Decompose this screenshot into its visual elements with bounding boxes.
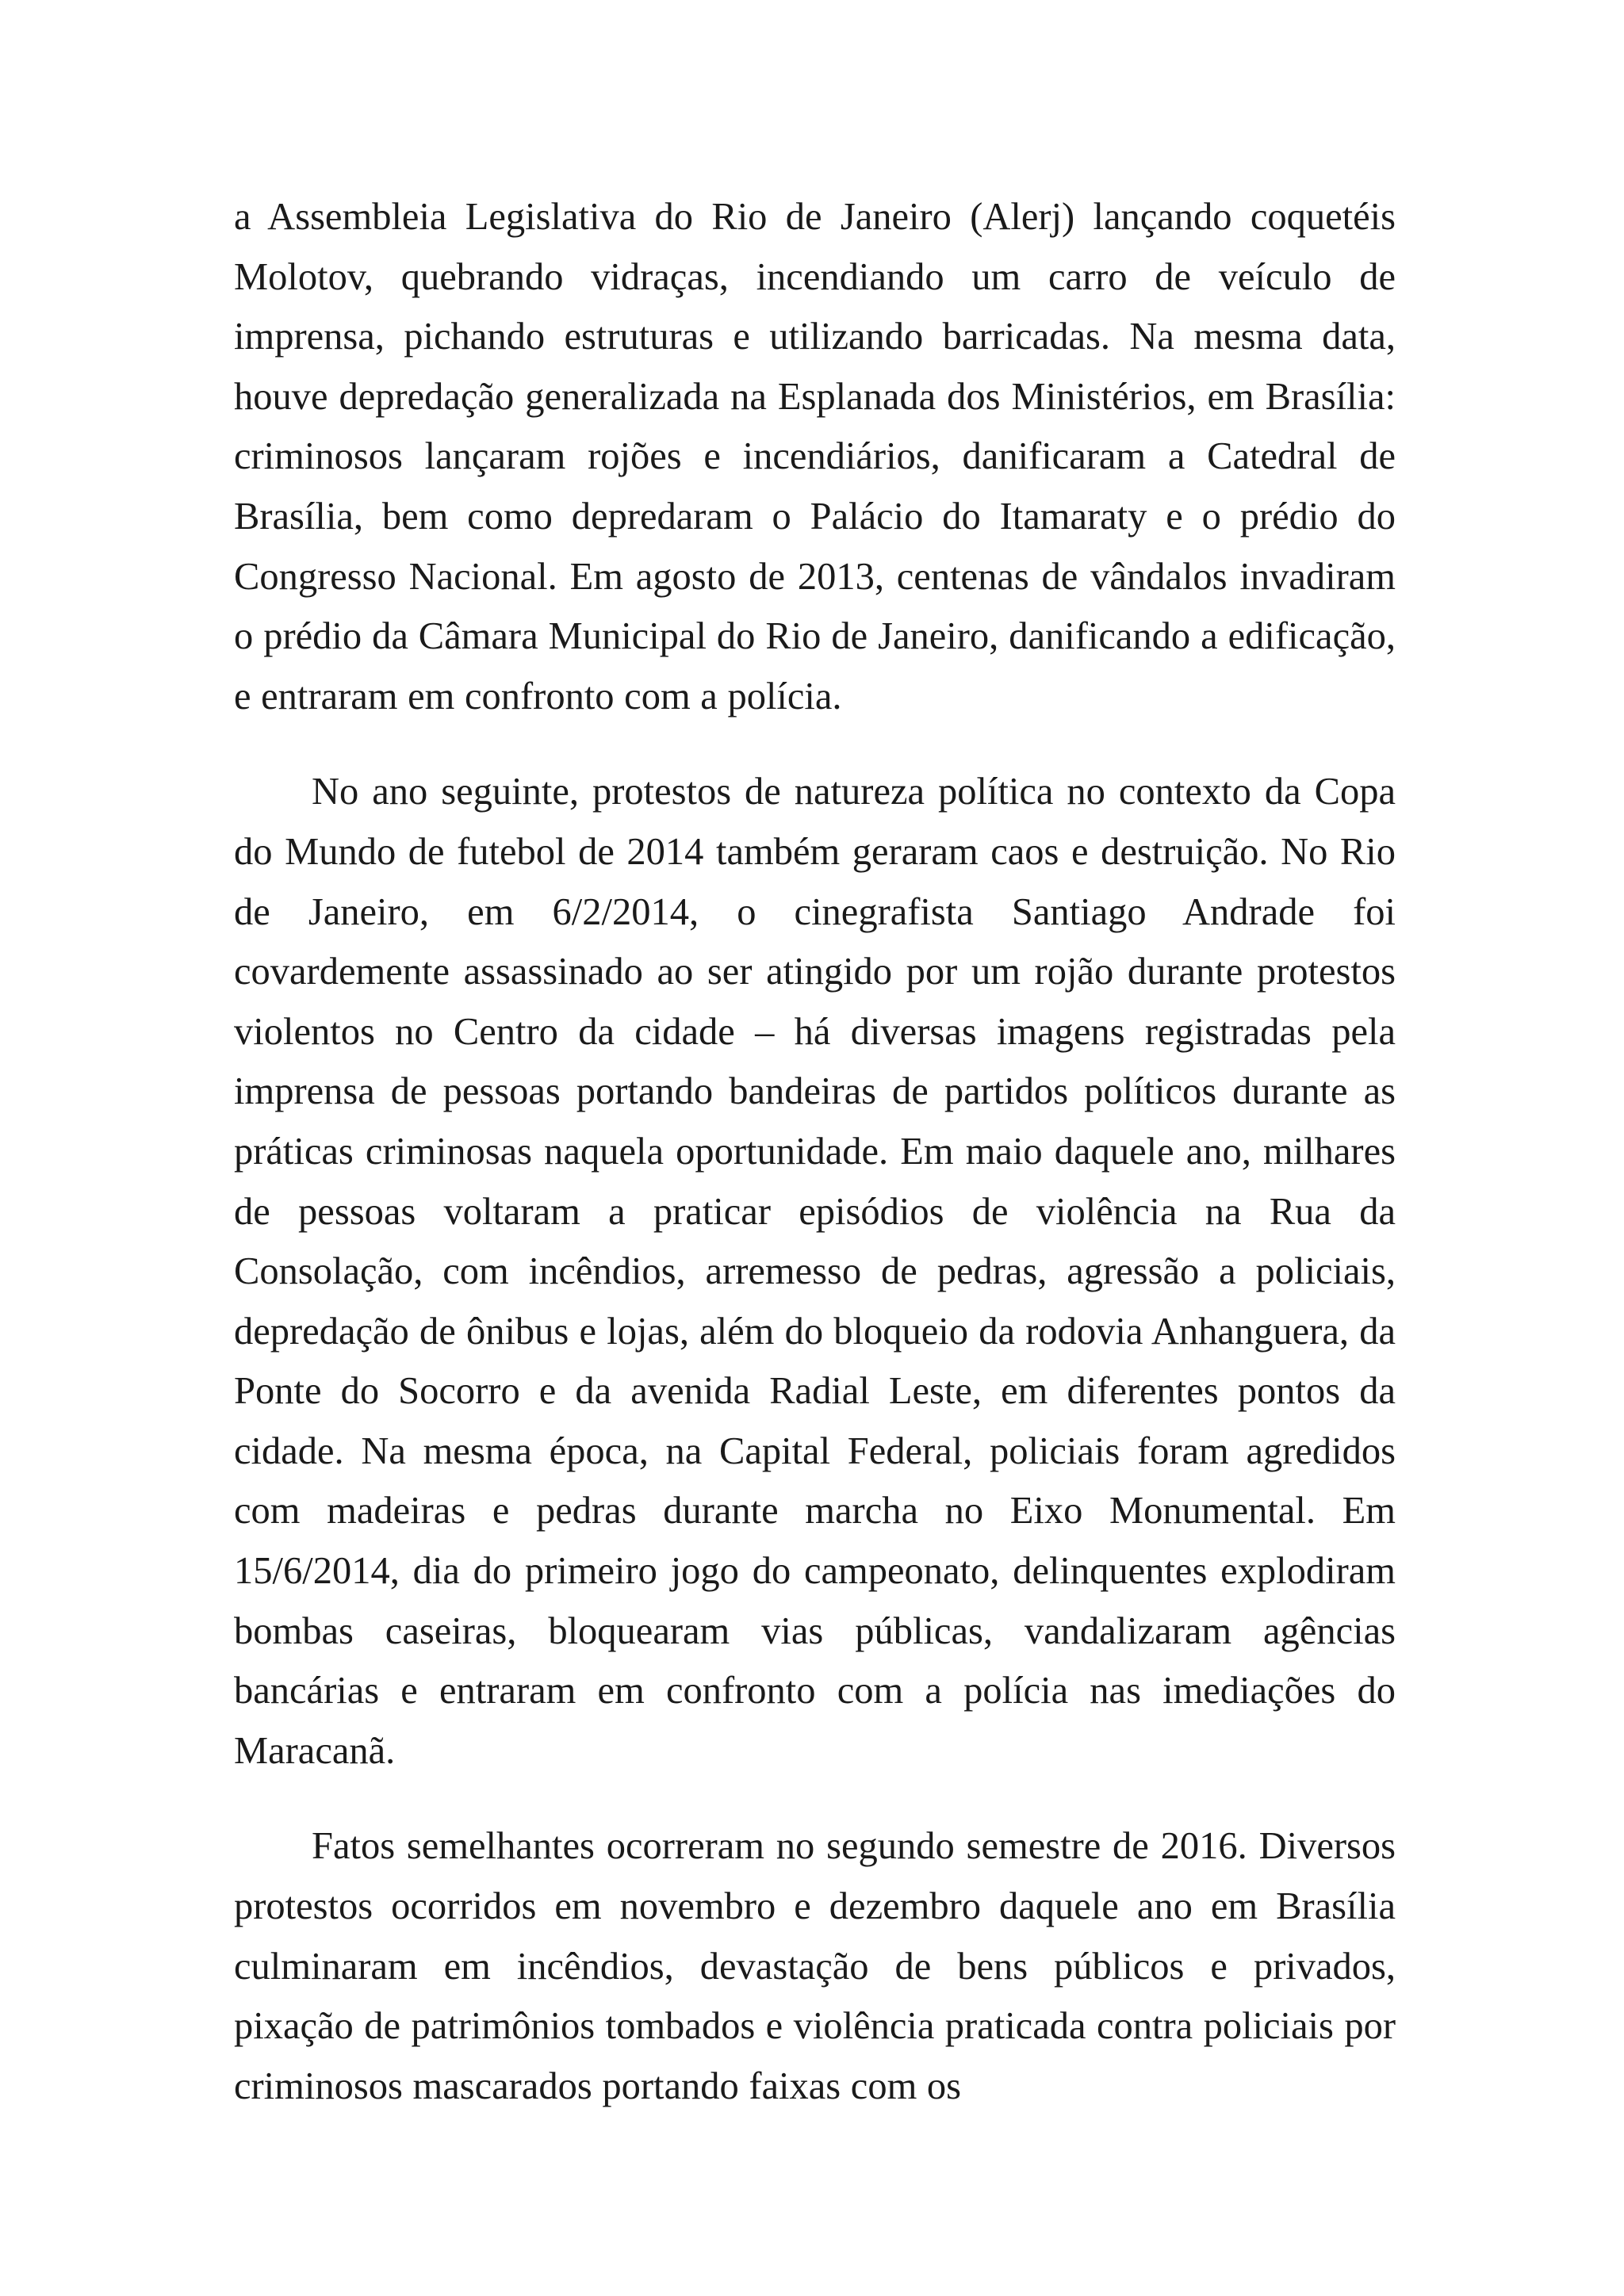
body-text: [234, 187, 1396, 2116]
paragraph-2: No ano seguinte, protestos de natureza política no contexto da Copa do Mundo de futebol de 2014 também geraram caos e destruição. No Rio de Janeiro, em 6/2/2014, o cinegrafista Santiago Andrade foi covardemente assassinado ao ser atingido por um rojão durante protestos violentos no Centro da cidade – há diversas imagens registradas pela imprensa de pessoas portando bandeiras de partidos políticos durante as práticas criminosas naquela oportunidade. Em maio daquele ano, milhares de pessoas voltaram a praticar episódios de violência na Rua da Consolação, com incêndios, arremesso de pedras, agressão a policiais, depredação de ônibus e lojas, além do bloqueio da rodovia Anhanguera, da Ponte do Socorro e da avenida Radial Leste, em diferentes pontos da cidade. Na mesma época, na Capital Federal, policiais foram agredidos com madeiras e pedras durante marcha no Eixo Monumental. Em 15/6/2014, dia do primeiro jogo do campeonato, delinquentes explodiram bombas caseiras, bloquearam vias públicas, vandalizaram agências bancárias e entraram em confronto com a polícia nas imediações do Maracanã.: [234, 771, 1396, 1772]
paragraph-3: Fatos semelhantes ocorreram no segundo semestre de 2016. Diversos protestos ocorridos em novembro e dezembro daquele ano em Brasília culminaram em incêndios, devastação de bens públicos e privados, pixação de patrimônios tombados e violência praticada contra policiais por criminosos mascarados portando faixas com os: [234, 1825, 1396, 2107]
paragraph-1: a Assembleia Legislativa do Rio de Janeiro (Alerj) lançando coquetéis Molotov, quebrando vidraças, incendiando um carro de veículo de imprensa, pichando estruturas e utilizando barricadas. Na mesma data, houve depredação generalizada na Esplanada dos Ministérios, em Brasília: criminosos lançaram rojões e incendiários, danificaram a Catedral de Brasília, bem como depredaram o Palácio do Itamaraty e o prédio do Congresso Nacional. Em agosto de 2013, centenas de vândalos invadiram o prédio da Câmara Municipal do Rio de Janeiro, danificando a edificação, e entraram em confronto com a polícia.: [234, 196, 1396, 718]
